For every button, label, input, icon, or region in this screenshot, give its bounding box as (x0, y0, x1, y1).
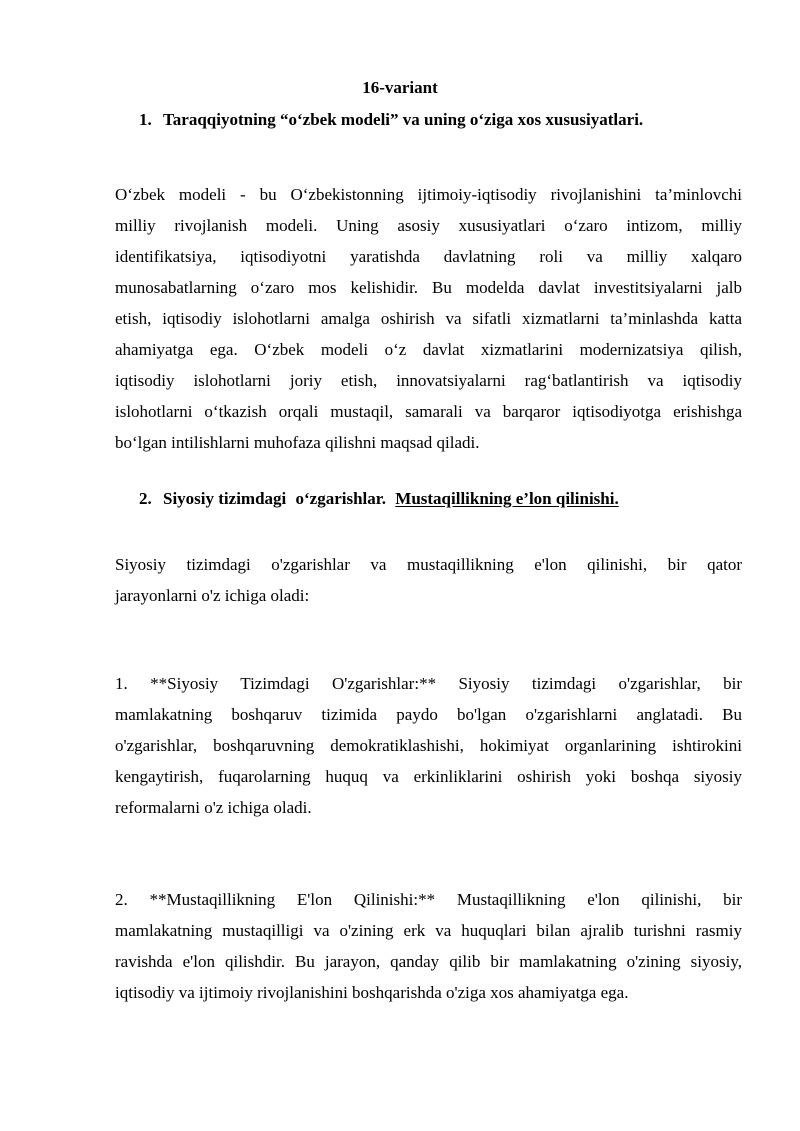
section-1-paragraph (115, 179, 742, 458)
paragraph-line: milliy rivojlanish modeli. Uning asosiy xususiyatlari o‘zaro intizom, milliy (115, 216, 742, 235)
paragraph-line: ahamiyatga ega. O‘zbek modeli o‘z davlat xizmatlarini modernizatsiya qilish, (115, 340, 742, 359)
paragraph-line: jarayonlarni o'z ichiga oladi: (115, 586, 310, 605)
section-2-number: 2. (139, 489, 152, 508)
section-2-item-2 (115, 884, 742, 1008)
paragraph-line: o'zgarishlar, boshqaruvning demokratiklashishi, hokimiyat organlarining ishtirokini (115, 736, 742, 755)
paragraph-line: munosabatlarning o‘zaro mos kelishidir. Bu modelda davlat investitsiyalarni jalb (115, 278, 742, 297)
paragraph-line: 1. **Siyosiy Tizimdagi O'zgarishlar:** Siyosiy tizimdagi o'zgarishlar, bir (115, 674, 742, 693)
paragraph-line: etish, iqtisodiy islohotlarni amalga oshirish va sifatli xizmatlarni ta’minlashda katta (115, 309, 742, 328)
section-2-title-part1: Siyosiy tizimdagi (163, 489, 287, 508)
section-2-heading (139, 487, 619, 511)
section-2-title-part2: o‘zgarishlar. (295, 489, 387, 508)
paragraph-line: 2. **Mustaqillikning E'lon Qilinishi:** Mustaqillikning e'lon qilinishi, bir (115, 890, 742, 909)
section-2-item-1 (115, 668, 742, 823)
paragraph-line: identifikatsiya, iqtisodiyotni yaratishda davlatning roli va milliy xalqaro (115, 247, 742, 266)
section-1-number: 1. (139, 110, 152, 129)
section-2-intro (115, 549, 742, 611)
section-2-title-part3: Mustaqillikning e’lon qilinishi. (395, 489, 619, 508)
paragraph-line: ravishda e'lon qilishdir. Bu jarayon, qanday qilib bir mamlakatning o'zining siyosiy, (115, 952, 742, 971)
paragraph-line: kengaytirish, fuqarolarning huquq va erkinliklarini oshirish yoki boshqa siyosiy (115, 767, 742, 786)
variant-title: 16-variant (362, 78, 438, 97)
paragraph-line: mamlakatning boshqaruv tizimida paydo bo'lgan o'zgarishlarni anglatadi. Bu (115, 705, 742, 724)
section-1-heading (139, 108, 643, 132)
paragraph-line: Siyosiy tizimdagi o'zgarishlar va mustaqillikning e'lon qilinishi, bir qator (115, 555, 742, 574)
paragraph-line: iqtisodiy islohotlarni joriy etish, innovatsiyalarni rag‘batlantirish va iqtisodiy (115, 371, 742, 390)
section-1-title: Taraqqiyotning “o‘zbek modeli” va uning o‘ziga xos xususiyatlari. (163, 110, 644, 129)
paragraph-line: O‘zbek modeli - bu O‘zbekistonning ijtimoiy-iqtisodiy rivojlanishini ta’minlovchi (115, 185, 742, 204)
paragraph-line: mamlakatning mustaqilligi va o'zining erk va huquqlari bilan ajralib turishni rasmiy (115, 921, 742, 940)
paragraph-line: islohotlarni o‘tkazish orqali mustaqil, samarali va barqaror iqtisodiyotga erishishga (115, 402, 742, 421)
paragraph-line: reformalarni o'z ichiga oladi. (115, 798, 312, 817)
paragraph-line: iqtisodiy va ijtimoiy rivojlanishini boshqarishda o'ziga xos ahamiyatga ega. (115, 983, 629, 1002)
paragraph-line: bo‘lgan intilishlarni muhofaza qilishni maqsad qiladi. (115, 433, 480, 452)
